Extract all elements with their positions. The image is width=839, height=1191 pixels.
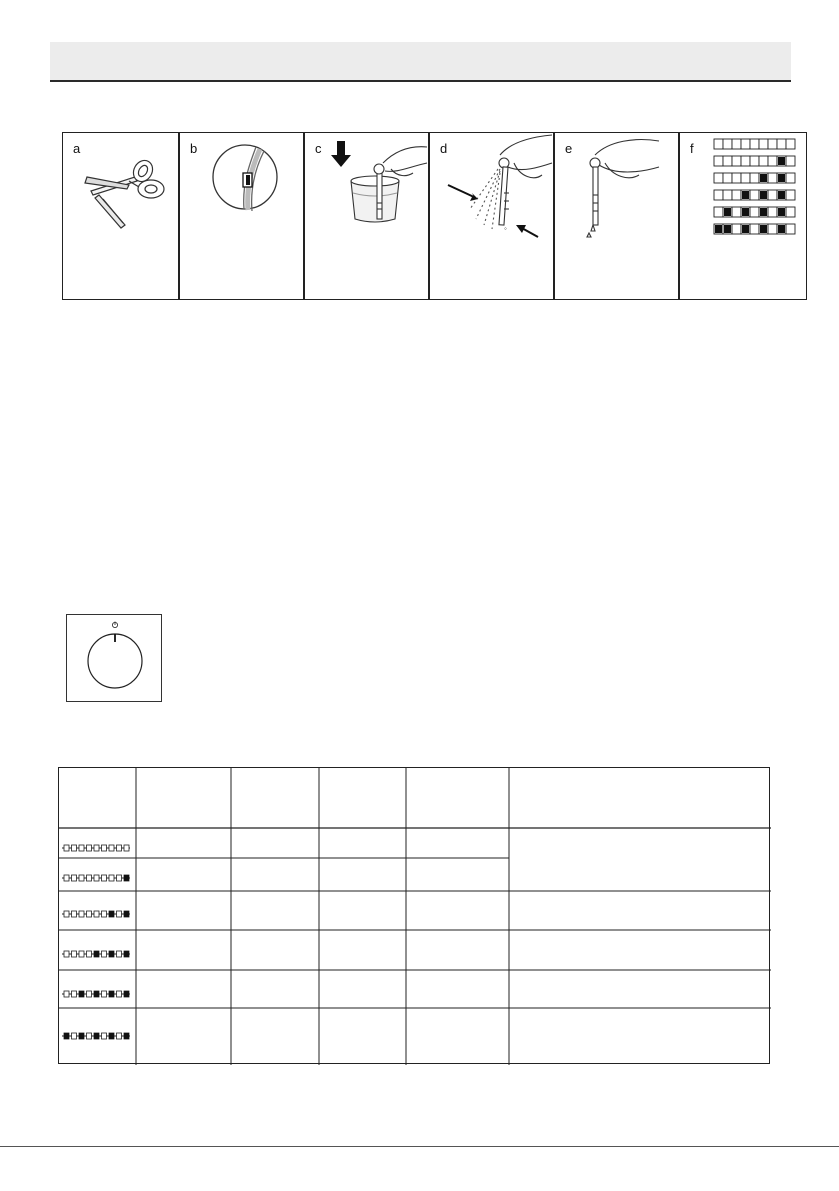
header-band bbox=[50, 42, 791, 82]
scissors-cutting-strip-icon bbox=[63, 133, 180, 301]
scale-filled-square bbox=[724, 225, 731, 233]
strip-icon bbox=[62, 991, 130, 997]
scale-filled-square bbox=[778, 157, 785, 165]
strip-square bbox=[117, 1033, 122, 1039]
strip-filled-square bbox=[94, 991, 99, 997]
strip-square bbox=[117, 875, 122, 881]
strip-square bbox=[64, 911, 69, 917]
strip-square bbox=[72, 1033, 77, 1039]
scale-square bbox=[786, 190, 795, 200]
scale-square bbox=[750, 224, 759, 234]
strip-square bbox=[87, 911, 92, 917]
strip-filled-square bbox=[109, 911, 114, 917]
strip-filled-square bbox=[79, 991, 84, 997]
scale-square bbox=[732, 190, 741, 200]
strip-square bbox=[109, 845, 114, 851]
step-panel-e bbox=[554, 132, 679, 300]
scale-square bbox=[777, 139, 786, 149]
scale-square bbox=[732, 173, 741, 183]
power-knob-icon bbox=[67, 615, 163, 703]
scale-row bbox=[714, 139, 795, 149]
hardness-grid bbox=[59, 768, 771, 1065]
scale-filled-square bbox=[715, 225, 722, 233]
strip-square bbox=[117, 951, 122, 957]
scale-square bbox=[732, 139, 741, 149]
strip-square bbox=[117, 991, 122, 997]
strip-square bbox=[94, 911, 99, 917]
strip-filled-square bbox=[124, 911, 129, 917]
strip-square bbox=[109, 875, 114, 881]
strip-square bbox=[94, 875, 99, 881]
step-letter: f bbox=[690, 141, 694, 156]
strip-filled-square bbox=[124, 875, 129, 881]
strip-square bbox=[79, 845, 84, 851]
strip-filled-square bbox=[109, 991, 114, 997]
step-panel-a bbox=[62, 132, 179, 300]
step-letter: b bbox=[190, 141, 198, 156]
strip-icon bbox=[62, 875, 130, 881]
test-strip-steps bbox=[62, 132, 807, 300]
scale-square bbox=[741, 156, 750, 166]
scale-square bbox=[732, 156, 741, 166]
strip-square bbox=[64, 951, 69, 957]
scale-square bbox=[768, 224, 777, 234]
step-panel-b bbox=[179, 132, 304, 300]
scale-square bbox=[786, 139, 795, 149]
scale-filled-square bbox=[778, 191, 785, 199]
scale-square bbox=[732, 224, 741, 234]
scale-square bbox=[768, 139, 777, 149]
strip-square bbox=[102, 845, 107, 851]
strip-filled-square bbox=[94, 1033, 99, 1039]
scale-square bbox=[723, 173, 732, 183]
strip-filled-square bbox=[94, 951, 99, 957]
scale-filled-square bbox=[742, 191, 749, 199]
strip-square bbox=[102, 951, 107, 957]
step-letter: d bbox=[440, 141, 448, 156]
strip-square bbox=[64, 845, 69, 851]
scale-row bbox=[714, 190, 795, 200]
strip-square bbox=[72, 875, 77, 881]
scale-square bbox=[759, 139, 768, 149]
strip-square bbox=[64, 991, 69, 997]
strip-filled-square bbox=[109, 1033, 114, 1039]
wait-strip-icon bbox=[555, 133, 680, 301]
footer-divider bbox=[0, 1146, 839, 1147]
scale-square bbox=[750, 190, 759, 200]
strip-filled-square bbox=[109, 951, 114, 957]
strip-filled-square bbox=[79, 1033, 84, 1039]
strip-square bbox=[72, 845, 77, 851]
water-hardness-table bbox=[58, 767, 770, 1064]
scale-filled-square bbox=[778, 225, 785, 233]
svg-text:◦: ◦ bbox=[504, 224, 507, 233]
strip-square bbox=[79, 911, 84, 917]
scale-filled-square bbox=[760, 174, 767, 182]
shake-strip-icon bbox=[430, 133, 555, 301]
strip-square bbox=[102, 875, 107, 881]
scale-filled-square bbox=[760, 191, 767, 199]
scale-square bbox=[768, 190, 777, 200]
strip-square bbox=[64, 875, 69, 881]
scale-square bbox=[732, 207, 741, 217]
strip-square bbox=[79, 875, 84, 881]
strip-square bbox=[117, 845, 122, 851]
scale-square bbox=[768, 156, 777, 166]
step-panel-c bbox=[304, 132, 429, 300]
strip-square bbox=[72, 991, 77, 997]
scale-square bbox=[714, 156, 723, 166]
scale-square bbox=[768, 207, 777, 217]
scale-square bbox=[741, 139, 750, 149]
scale-row bbox=[714, 207, 795, 217]
strip-square bbox=[117, 911, 122, 917]
scale-square bbox=[768, 173, 777, 183]
scale-square bbox=[714, 139, 723, 149]
step-panel-d bbox=[429, 132, 554, 300]
strip-square bbox=[87, 991, 92, 997]
strip-square bbox=[102, 1033, 107, 1039]
scale-filled-square bbox=[742, 208, 749, 216]
scale-square bbox=[714, 190, 723, 200]
strip-square bbox=[87, 951, 92, 957]
scale-square bbox=[714, 207, 723, 217]
strip-in-water-glass-icon bbox=[305, 133, 430, 301]
scale-square bbox=[786, 156, 795, 166]
scale-filled-square bbox=[760, 208, 767, 216]
scale-filled-square bbox=[778, 208, 785, 216]
strip-icon bbox=[62, 911, 130, 917]
program-knob-panel bbox=[66, 614, 162, 702]
scale-filled-square bbox=[742, 225, 749, 233]
scale-row bbox=[714, 173, 795, 183]
scale-row bbox=[714, 224, 795, 234]
strip-filled-square bbox=[124, 1033, 129, 1039]
strip-square bbox=[94, 845, 99, 851]
strip-square bbox=[87, 845, 92, 851]
scale-square bbox=[750, 173, 759, 183]
scale-filled-square bbox=[778, 174, 785, 182]
strip-square bbox=[87, 1033, 92, 1039]
strip-filled-square bbox=[124, 951, 129, 957]
scale-row bbox=[714, 156, 795, 166]
strip-icon bbox=[62, 951, 130, 957]
step-panel-f bbox=[679, 132, 807, 300]
step-letter: e bbox=[565, 141, 573, 156]
scale-square bbox=[723, 156, 732, 166]
strip-square bbox=[102, 991, 107, 997]
scale-square bbox=[786, 207, 795, 217]
strip-filled-square bbox=[124, 991, 129, 997]
strip-square bbox=[124, 845, 129, 851]
scale-filled-square bbox=[724, 208, 731, 216]
step-letter: c bbox=[315, 141, 322, 156]
scale-square bbox=[786, 224, 795, 234]
strip-square bbox=[72, 951, 77, 957]
scale-square bbox=[723, 139, 732, 149]
scale-square bbox=[741, 173, 750, 183]
strip-icon bbox=[62, 1033, 130, 1039]
scale-square bbox=[714, 173, 723, 183]
color-scale-icon bbox=[680, 133, 808, 301]
scale-square bbox=[750, 139, 759, 149]
test-strip-band-icon bbox=[180, 133, 305, 301]
scale-filled-square bbox=[760, 225, 767, 233]
step-letter: a bbox=[73, 141, 81, 156]
scale-square bbox=[759, 156, 768, 166]
strip-filled-square bbox=[64, 1033, 69, 1039]
scale-square bbox=[750, 207, 759, 217]
scale-square bbox=[786, 173, 795, 183]
strip-square bbox=[79, 951, 84, 957]
strip-square bbox=[87, 875, 92, 881]
strip-square bbox=[72, 911, 77, 917]
strip-square bbox=[102, 911, 107, 917]
scale-square bbox=[750, 156, 759, 166]
strip-icon bbox=[62, 845, 130, 851]
scale-square bbox=[723, 190, 732, 200]
